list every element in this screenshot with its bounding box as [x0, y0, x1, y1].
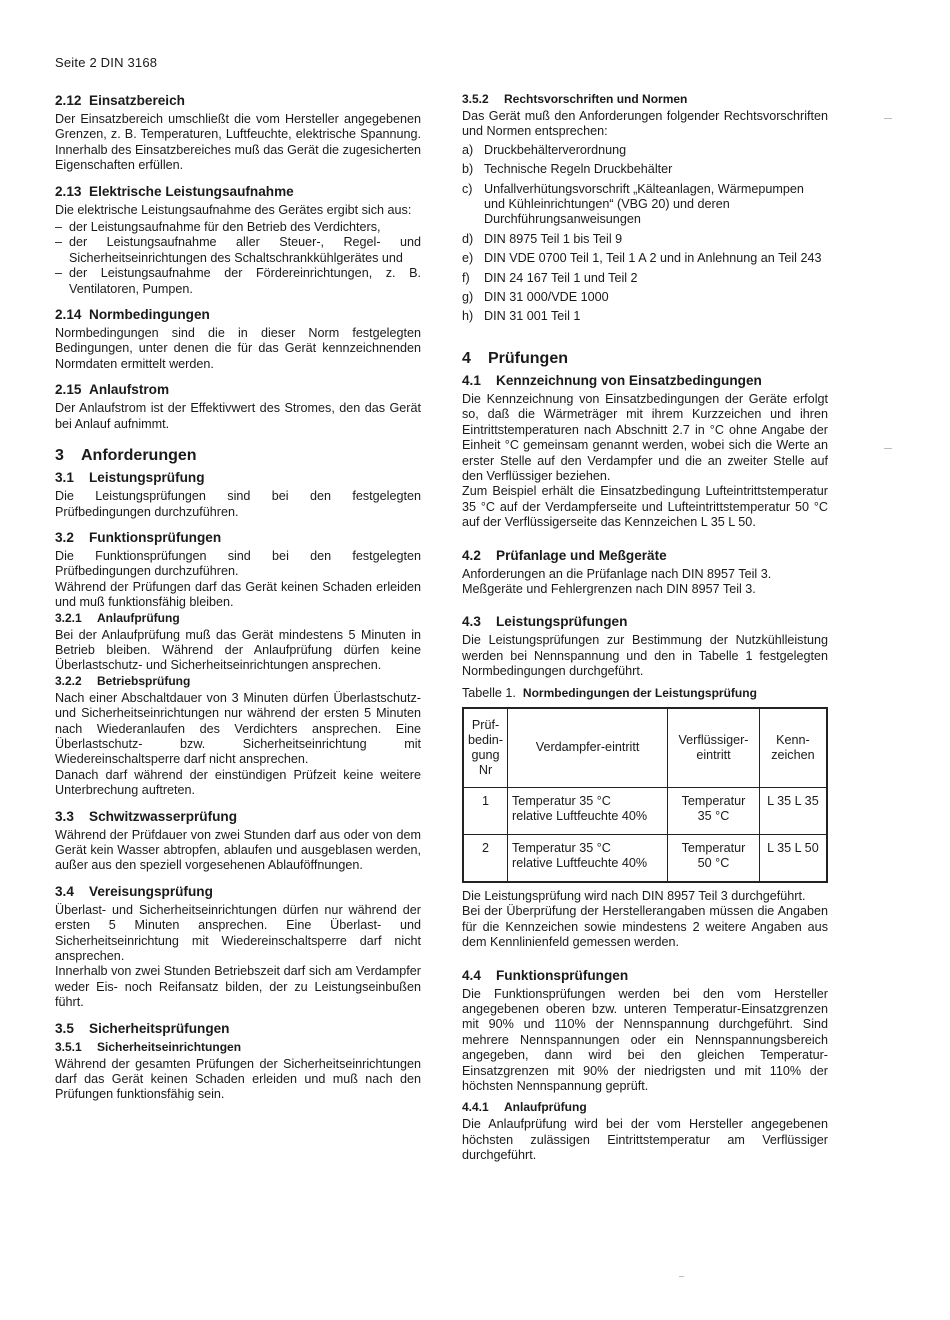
- paragraph: Nach einer Abschaltdauer von 3 Minuten dürfen Überlastschutz- und Sicherheitseinrichtungen nur während der ersten 5 Minuten nach Wiederanlaufen des Verdichters ansprechen. Eine Überlastschutz- bzw. Sicherheitseinrichtung mit Wiedereinschaltsperre darf nicht ansprechen.: [55, 690, 421, 767]
- paragraph: Danach darf während der einstündigen Prüfzeit keine weitere Unterbrechung auftreten.: [55, 767, 421, 798]
- right-column: [462, 92, 828, 1173]
- paragraph: Der Einsatzbereich umschließt die vom Hersteller angegebenen Grenzen, z. B. Temperaturen, Luftfeuchte, elektrische Spannung. Innerhalb des Einsatzbereiches muß das Gerät die zugesicherten Eigenschaften erfüllen.: [55, 112, 421, 173]
- regulations-list: [462, 143, 828, 325]
- subsection-heading: 4.4.1 Anlaufprüfung: [462, 1100, 587, 1115]
- list-item: – der Leistungsaufnahme für den Betrieb des Verdichters,: [55, 220, 421, 235]
- section-3-4: [55, 883, 421, 1011]
- paragraph: Während der Prüfdauer von zwei Stunden darf aus oder von dem Gerät kein Wasser abtropfen, ablaufen und ausgeblasen werden, außer aus den speziell vorgesehenen Ablauföffnungen.: [55, 827, 421, 873]
- table-cell: Temperatur 50 °C: [668, 834, 760, 882]
- column-header: Verflüssiger-eintritt: [668, 708, 760, 788]
- list-item: h) DIN 31 001 Teil 1: [462, 309, 581, 324]
- paragraph: Der Anlaufstrom ist der Effektivwert des Stromes, den das Gerät bei Anlauf aufnimmt.: [55, 401, 421, 431]
- section-4-3: [462, 613, 828, 950]
- section-heading: 4.3 Leistungsprüfungen: [462, 614, 628, 630]
- table-cell: L 35 L 50: [759, 834, 827, 882]
- section-heading: 4.1 Kennzeichnung von Einsatzbedingungen: [462, 372, 762, 388]
- paragraph: Normbedingungen sind die in dieser Norm festgelegten Bedingungen, unter denen die für das Gerät kennzeichnenden Normdaten ermittelt werden.: [55, 326, 421, 371]
- paragraph: Innerhalb von zwei Stunden Betriebszeit darf sich am Verdampfer weder Eis- noch Reifansatz bilden, der zu Leistungseinbußen führt.: [55, 964, 421, 1010]
- section-3-5-2: [462, 92, 828, 325]
- chapter-4: [462, 349, 828, 369]
- table-cell: 2: [463, 834, 508, 882]
- subsection-heading: 3.2.2 Betriebsprüfung: [55, 673, 191, 688]
- table-cell: L 35 L 35: [759, 787, 827, 834]
- section-2-12: [55, 92, 421, 174]
- norm-conditions-table: [462, 707, 828, 883]
- left-column: [55, 92, 421, 1112]
- paragraph: Die Leistungsprüfungen sind bei den festgelegten Prüfbedingungen durchzuführen.: [55, 489, 421, 519]
- table-row: [463, 834, 827, 882]
- page-header: Seite 2 DIN 3168: [55, 55, 158, 70]
- list-item: – der Leistungsaufnahme der Fördereinrichtungen, z. B. Ventilatoren, Pumpen.: [55, 266, 421, 297]
- table-cell: 1: [463, 787, 508, 834]
- paragraph: Das Gerät muß den Anforderungen folgender Rechtsvorschriften und Normen entsprechen:: [462, 109, 828, 139]
- section-4-2: [462, 547, 828, 598]
- margin-mark: [679, 1276, 684, 1277]
- paragraph: Die elektrische Leistungsaufnahme des Gerätes ergibt sich aus:: [55, 202, 412, 217]
- paragraph: Bei der Überprüfung der Herstellerangaben müssen die Angaben für die Kennzeichen sowie mindestens 2 weitere Angaben aus dem Kennlinienfeld gemessen werden.: [462, 904, 828, 950]
- section-heading: 3.2 Funktionsprüfungen: [55, 529, 222, 545]
- column-header: Verdampfer-eintritt: [508, 708, 668, 788]
- paragraph: Bei der Anlaufprüfung muß das Gerät mindestens 5 Minuten in Betrieb bleiben. Während der Anlaufprüfung dürfen keine Überlastschutz- und Sicherheitseinrichtungen ansprechen.: [55, 627, 421, 673]
- section-heading: 4.2 Prüfanlage und Meßgeräte: [462, 547, 667, 563]
- list-item: c) Unfallverhütungsvorschrift „Kälteanlagen, Wärmepumpen und Kühleinrichtungen“ (VBG 20) und deren Durchführungsanweisungen: [462, 181, 804, 227]
- list-item: a) Druckbehälterverordnung: [462, 142, 627, 157]
- margin-mark: [884, 448, 892, 449]
- list-item: b) Technische Regeln Druckbehälter: [462, 162, 673, 177]
- chapter-3: [55, 446, 421, 466]
- paragraph: Die Anlaufprüfung wird bei der vom Hersteller angegebenen höchsten zulässigen Eintrittstemperatur am Verflüssiger durchgeführt.: [462, 1117, 828, 1163]
- section-4-4: [462, 967, 828, 1164]
- section-heading: 4.4 Funktionsprüfungen: [462, 967, 629, 983]
- paragraph: Während der Prüfungen darf das Gerät keinen Schaden erleiden und muß funktionsfähig bleiben.: [55, 579, 421, 610]
- subsection-heading: 3.5.2 Rechtsvorschriften und Normen: [462, 92, 688, 106]
- table-header-row: [463, 708, 827, 788]
- section-3-2: [55, 529, 421, 799]
- section-3-1: [55, 469, 421, 520]
- section-heading: 3.4 Vereisungsprüfung: [55, 883, 213, 899]
- chapter-heading: 3 Anforderungen: [55, 447, 197, 465]
- section-3-3: [55, 808, 421, 874]
- paragraph: Die Leistungsprüfungen zur Bestimmung der Nutzkühlleistung werden bei Nennspannung und den in Tabelle 1 festgelegten Normbedingungen durchgeführt.: [462, 633, 828, 679]
- paragraph: Überlast- und Sicherheitseinrichtungen dürfen nur während der ersten 5 Minuten ansprechen. Eine Überlast- und Sicherheitseinrichtung mit Wiedereinschaltsperre darf nicht ansprechen.: [55, 902, 421, 964]
- section-heading: 2.15 Anlaufstrom: [55, 382, 170, 398]
- section-4-1: [462, 372, 828, 531]
- table-row: [463, 787, 827, 834]
- list-item: g) DIN 31 000/VDE 1000: [462, 290, 609, 305]
- list-item: f) DIN 24 167 Teil 1 und Teil 2: [462, 270, 638, 285]
- paragraph: Die Kennzeichnung von Einsatzbedingungen der Geräte erfolgt so, daß die Wärmeträger mit ihrem Kurzzeichen und ihren Eintrittstemperaturen nach Abschnitt 2.7 in °C ohne Angabe der Einheit °C gemeinsam genannt werden, wobei sich die Werte an erster Stelle auf den Verdampfer und die an zweiter Stelle auf den Verflüssiger beziehen.: [462, 391, 828, 483]
- section-heading: 2.12 Einsatzbereich: [55, 93, 185, 108]
- table-cell: Temperatur 35 °C relative Luftfeuchte 40%: [508, 834, 668, 882]
- section-2-13: [55, 183, 421, 297]
- paragraph: Die Funktionsprüfungen sind bei den festgelegten Prüfbedingungen durchzuführen.: [55, 548, 421, 579]
- paragraph: Anforderungen an die Prüfanlage nach DIN 8957 Teil 3.: [462, 566, 772, 581]
- section-3-5: [55, 1020, 421, 1103]
- subsection-heading: 3.2.1 Anlaufprüfung: [55, 610, 180, 625]
- column-header: Prüf-bedin-gung Nr: [463, 708, 508, 788]
- list-item: e) DIN VDE 0700 Teil 1, Teil 1 A 2 und in Anlehnung an Teil 243: [462, 251, 822, 266]
- section-heading: 2.14 Normbedingungen: [55, 307, 210, 323]
- margin-mark: [884, 118, 892, 119]
- section-heading: 3.5 Sicherheitsprüfungen: [55, 1020, 230, 1036]
- table-cell: Temperatur 35 °C relative Luftfeuchte 40%: [508, 787, 668, 834]
- dash-list: [55, 220, 421, 297]
- list-item: – der Leistungsaufnahme aller Steuer-, Regel- und Sicherheitseinrichtungen des Schaltschrankkühlgerätes und: [55, 235, 421, 266]
- table-cell: Temperatur 35 °C: [668, 787, 760, 834]
- chapter-heading: 4 Prüfungen: [462, 349, 568, 367]
- section-heading: 3.3 Schwitzwasserprüfung: [55, 808, 238, 824]
- table-caption: Tabelle 1. Normbedingungen der Leistungsprüfung: [462, 685, 757, 700]
- paragraph: Zum Beispiel erhält die Einsatzbedingung Lufteintrittstemperatur 35 °C auf der Verdampferseite und Lufteintrittstemperatur 50 °C auf der Verflüssigerseite das Kennzeichen L 35 L 50.: [462, 484, 828, 530]
- section-2-15: [55, 381, 421, 432]
- paragraph: Die Funktionsprüfungen werden bei den vom Hersteller angegebenen oberen bzw. unteren Temperatur-Einsatzgrenzen mit 90% und 110% der Nennspannung durchgeführt. Sind mehrere Nennspannungen oder ein Nennspannungsbereich angegeben, dann wird bei den gleichen Temperatur-Einsatzgrenzen mit 90% der niedrigsten und mit 110% der höchsten Nennspannung geprüft.: [462, 986, 828, 1094]
- list-item: d) DIN 8975 Teil 1 bis Teil 9: [462, 231, 623, 246]
- paragraph: Während der gesamten Prüfungen der Sicherheitseinrichtungen darf das Gerät keinen Schaden erleiden und muß nach den Prüfungen funktionsfähig sein.: [55, 1056, 421, 1102]
- paragraph: Die Leistungsprüfung wird nach DIN 8957 Teil 3 durchgeführt.: [462, 888, 806, 903]
- subsection-heading: 3.5.1 Sicherheitseinrichtungen: [55, 1039, 242, 1054]
- column-header: Kenn-zeichen: [759, 708, 827, 788]
- section-heading: 2.13 Elektrische Leistungsaufnahme: [55, 183, 294, 199]
- section-2-14: [55, 306, 421, 372]
- paragraph: Meßgeräte und Fehlergrenzen nach DIN 8957 Teil 3.: [462, 581, 756, 596]
- section-heading: 3.1 Leistungsprüfung: [55, 470, 205, 486]
